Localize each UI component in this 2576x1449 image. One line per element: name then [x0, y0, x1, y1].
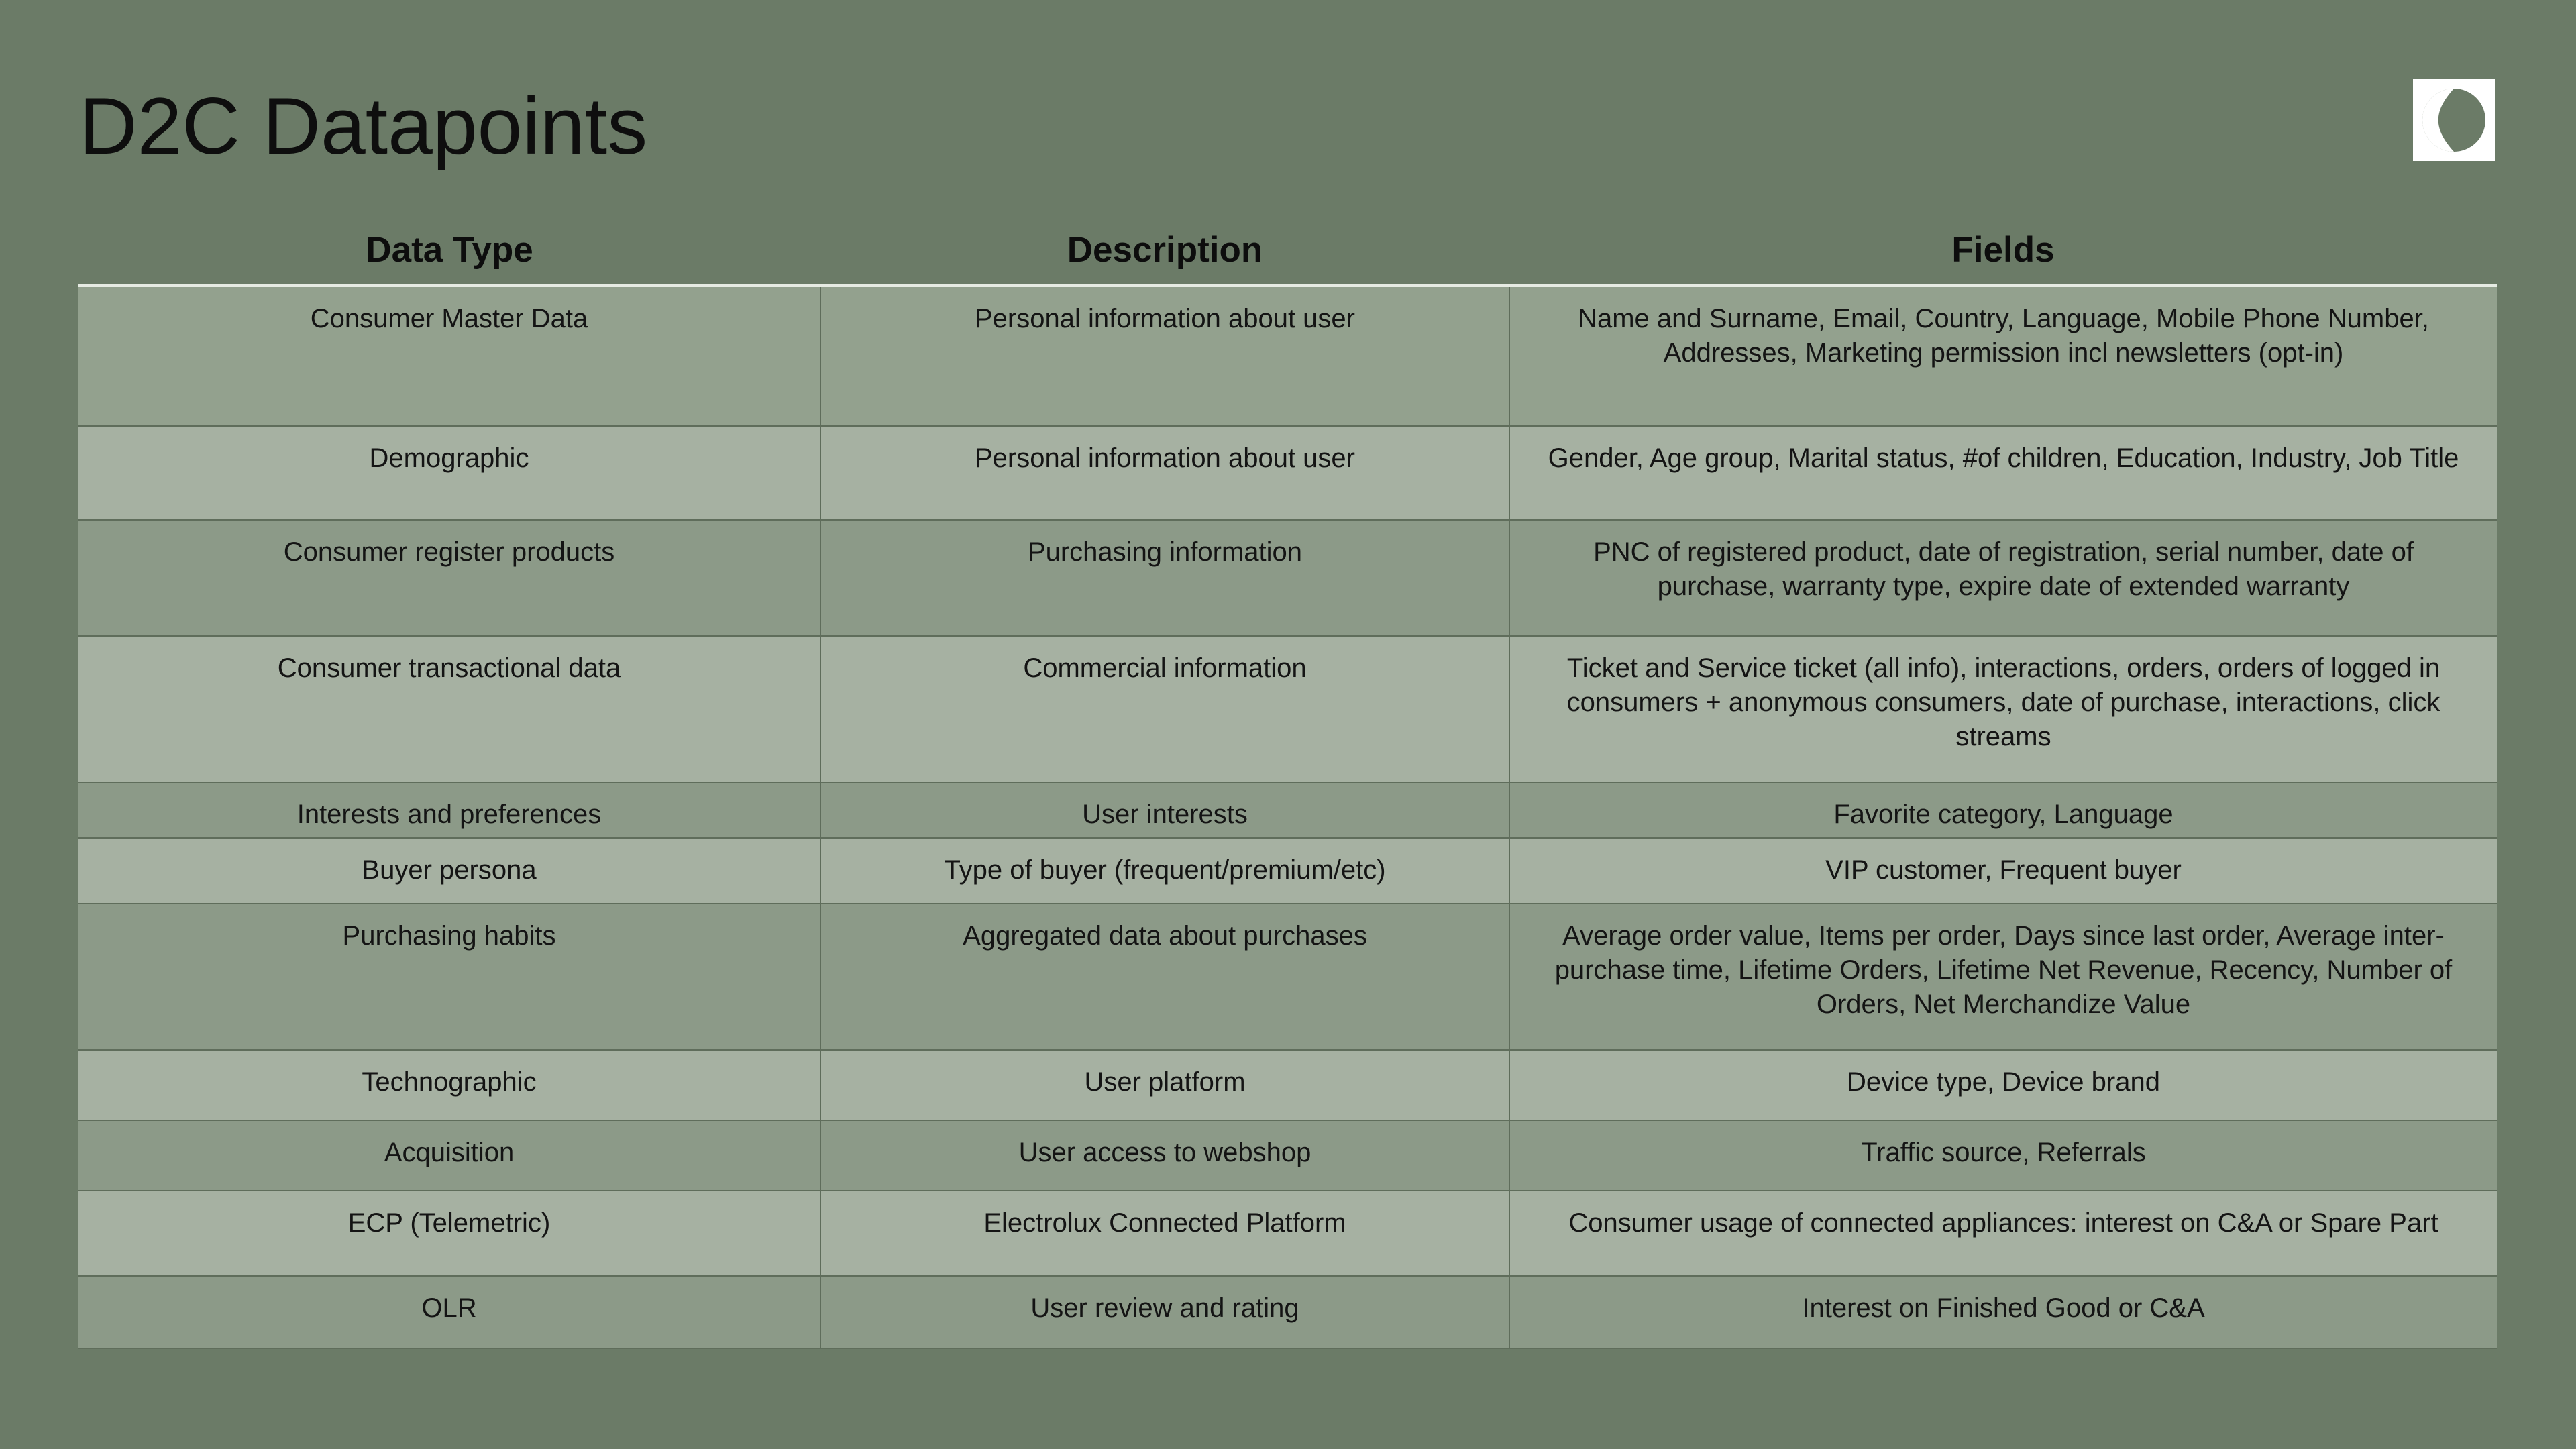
table-row [78, 838, 2497, 904]
cell-data-type: Technographic [78, 1050, 820, 1120]
cell-description: User access to webshop [820, 1120, 1509, 1191]
table-row [78, 1191, 2497, 1276]
header-description: Description [820, 215, 1509, 286]
datapoints-table [78, 215, 2497, 1349]
table-row [78, 782, 2497, 838]
header-fields: Fields [1509, 215, 2497, 286]
page-title: D2C Datapoints [79, 81, 648, 171]
cell-fields: Consumer usage of connected appliances: interest on C&A or Spare Part [1509, 1191, 2497, 1276]
cell-description: User platform [820, 1050, 1509, 1120]
cell-data-type: Consumer Master Data [78, 286, 820, 426]
cell-fields: Gender, Age group, Marital status, #of children, Education, Industry, Job Title [1509, 426, 2497, 520]
cell-data-type: Buyer persona [78, 838, 820, 904]
cell-data-type: Purchasing habits [78, 904, 820, 1050]
cell-fields: Interest on Finished Good or C&A [1509, 1276, 2497, 1348]
table-row [78, 904, 2497, 1050]
cell-description: Electrolux Connected Platform [820, 1191, 1509, 1276]
table-row [78, 1050, 2497, 1120]
cell-fields: Favorite category, Language [1509, 782, 2497, 838]
table-row [78, 1276, 2497, 1348]
cell-description: User review and rating [820, 1276, 1509, 1348]
table-row [78, 426, 2497, 520]
cell-fields: Ticket and Service ticket (all info), interactions, orders, orders of logged in consumers + anonymous consumers, date of purchase, interactions, click streams [1509, 636, 2497, 782]
cell-fields: Name and Surname, Email, Country, Language, Mobile Phone Number, Addresses, Marketing permission incl newsletters (opt-in) [1509, 286, 2497, 426]
cell-description: Purchasing information [820, 520, 1509, 636]
table-header-row [78, 215, 2497, 286]
cell-description: Personal information about user [820, 286, 1509, 426]
cell-description: Type of buyer (frequent/premium/etc) [820, 838, 1509, 904]
cell-data-type: ECP (Telemetric) [78, 1191, 820, 1276]
cell-fields: PNC of registered product, date of registration, serial number, date of purchase, warranty type, expire date of extended warranty [1509, 520, 2497, 636]
cell-description: Commercial information [820, 636, 1509, 782]
table-row [78, 286, 2497, 426]
table-row [78, 636, 2497, 782]
cell-description: User interests [820, 782, 1509, 838]
datapoints-table-container [78, 215, 2497, 1349]
table-row [78, 520, 2497, 636]
cell-fields: VIP customer, Frequent buyer [1509, 838, 2497, 904]
cell-fields: Average order value, Items per order, Days since last order, Average inter-purchase time, Lifetime Orders, Lifetime Net Revenue, Recency, Number of Orders, Net Merchandize Value [1509, 904, 2497, 1050]
cell-fields: Device type, Device brand [1509, 1050, 2497, 1120]
table-row [78, 1120, 2497, 1191]
cell-data-type: OLR [78, 1276, 820, 1348]
cell-data-type: Consumer register products [78, 520, 820, 636]
cell-data-type: Demographic [78, 426, 820, 520]
header-data-type: Data Type [78, 215, 820, 286]
cell-data-type: Interests and preferences [78, 782, 820, 838]
cell-data-type: Acquisition [78, 1120, 820, 1191]
cell-data-type: Consumer transactional data [78, 636, 820, 782]
electrolux-logo-icon [2413, 79, 2495, 161]
cell-description: Personal information about user [820, 426, 1509, 520]
cell-description: Aggregated data about purchases [820, 904, 1509, 1050]
cell-fields: Traffic source, Referrals [1509, 1120, 2497, 1191]
